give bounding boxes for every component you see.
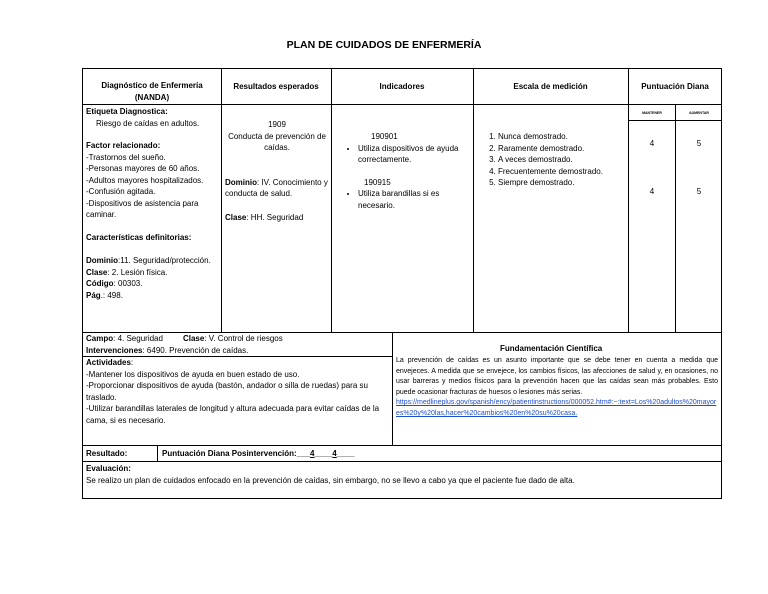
- actividades-heading: Actividades:: [86, 358, 134, 367]
- diana-value: 4: [649, 187, 655, 196]
- factor-item: -Dispositivos de asistencia para caminar.: [86, 198, 199, 219]
- header-puntuacion: Puntuación Diana: [641, 82, 709, 91]
- actividad-item: -Utilizar barandillas laterales de longitud y altura adecuada para evitar caídas de la cama, si es necesario.: [86, 404, 380, 425]
- actividad-item: -Mantener los dispositivos de ayuda en buen estado de uso.: [86, 369, 300, 379]
- section-divider: [392, 332, 393, 446]
- scale-item: 1. Nunca demostrado.: [498, 131, 625, 143]
- pag-line: Pág.: 498.: [86, 290, 123, 300]
- scale-item: 3. A veces demostrado.: [498, 154, 625, 166]
- header-indicadores: Indicadores: [379, 82, 425, 91]
- indicator-code: 190901: [371, 132, 398, 141]
- indicators-cell: [342, 131, 470, 211]
- dominio-line: Dominio:11. Seguridad/protección.: [86, 256, 211, 265]
- factor-item: -Personas mayores de 60 años.: [86, 164, 200, 173]
- campo-line: Campo: 4. Seguridad Clase: V. Control de riesgos: [86, 334, 283, 343]
- evaluacion-label: Evaluación:: [86, 464, 131, 473]
- results-name: Conducta de prevención de caídas.: [228, 131, 326, 152]
- header-escala: Escala de medición: [513, 82, 588, 91]
- resultado-posintervencion: Puntuación Diana Posintervención:___4____4____: [162, 449, 355, 458]
- indicator-text: • Utiliza dispositivos de ayuda correctamente.: [358, 143, 470, 166]
- diana-col2-label: AUMENTAR: [689, 111, 709, 115]
- evaluacion-cell: [86, 463, 718, 486]
- actividad-item: -Proporcionar dispositivos de ayuda (bastón, andador o silla de ruedas) para su traslado.: [86, 381, 368, 402]
- scale-item: 2. Raramente demostrado.: [498, 143, 625, 155]
- results-code: 1909: [268, 120, 286, 129]
- codigo-line: Código: 00303.: [86, 279, 143, 288]
- column-divider: [473, 68, 474, 333]
- caracteristicas-label: Características definitorias:: [86, 232, 192, 242]
- scale-cell: [480, 131, 625, 189]
- diagnosis-cell: [86, 106, 219, 301]
- column-divider: [628, 68, 629, 333]
- actividades-cell: [86, 357, 389, 426]
- scale-item: 5. Siempre demostrado.: [498, 177, 625, 189]
- diana-value: 5: [696, 139, 702, 148]
- fundamentacion-cell: [396, 356, 718, 420]
- resultado-label: Resultado:: [86, 449, 128, 458]
- factor-item: -Trastornos del sueño.: [86, 152, 166, 162]
- fundamentacion-text: La prevención de caídas es un asunto importante que se debe tener en cuenta a medida que envejeces. A medida que se envejece, los cambios físicos, las afecciones de salud y, en ocasiones, no usar barreras y medios físicos para la prevención hacen que las caídas sean más probables. Esto puede ocasionar fracturas de huesos o lesiones más serias.: [396, 357, 718, 396]
- clase-line: Clase: 2. Lesión física.: [86, 267, 168, 277]
- column-divider: [221, 68, 222, 333]
- fundamentacion-title: Fundamentación Científica: [500, 344, 603, 353]
- header-divider: [82, 104, 722, 105]
- indicator-text: • Utiliza barandillas si es necesario.: [358, 188, 470, 211]
- intervenciones-line: Intervenciones: 6490. Prevención de caídas.: [86, 345, 249, 355]
- diana-value: 5: [696, 187, 702, 196]
- results-cell: [225, 119, 329, 223]
- results-clase: Clase: HH. Seguridad: [225, 212, 304, 222]
- column-divider: [331, 68, 332, 333]
- header-diagnostico: Diagnóstico de Enfermería (NANDA): [101, 81, 203, 102]
- etiqueta-label: Etiqueta Diagnostica:: [86, 107, 168, 116]
- diana-value: 4: [649, 139, 655, 148]
- factor-item: -Adultos mayores hospitalizados.: [86, 175, 204, 185]
- indicator-code: 190915: [364, 177, 391, 187]
- scale-item: 4. Frecuentemente demostrado.: [498, 166, 625, 178]
- evaluacion-text: Se realizo un plan de cuidados enfocado en la prevención de caídas, sin embargo, no se llevo a cabo ya que el paciente fue dado de alta.: [86, 475, 575, 485]
- source-link[interactable]: https://medlineplus.gov/spanish/ency/patientinstructions/000052.htm#:~:text=Los%20adultos%20mayores%20y%20las,hacer%20cambios%20en%20su%20casa.: [396, 399, 717, 417]
- header-resultados: Resultados esperados: [233, 82, 319, 91]
- campo-cell: [86, 333, 391, 356]
- document-title: PLAN DE CUIDADOS DE ENFERMERÍA: [286, 39, 482, 51]
- diana-subheader-divider: [628, 120, 722, 121]
- etiqueta-value: Riesgo de caídas en adultos.: [96, 118, 200, 128]
- results-dominio: Dominio: IV. Conocimiento y conducta de salud.: [225, 177, 328, 198]
- factor-label: Factor relacionado:: [86, 141, 161, 150]
- diana-col1-label: MANTENER: [642, 111, 662, 115]
- resultado-divider: [157, 445, 158, 462]
- factor-item: -Confusión agitada.: [86, 187, 156, 196]
